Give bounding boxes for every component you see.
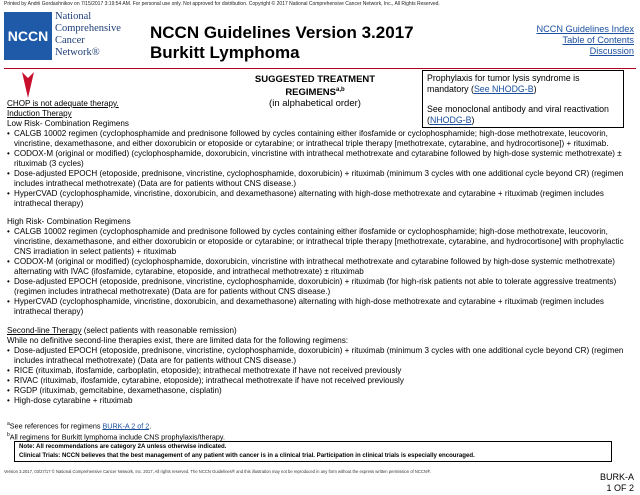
nav-links [536, 24, 634, 57]
list-item: • CODOX-M (original or modified) (cyclophosphamide, doxorubicin, vincristine with intrathecal methotrexate and cytarabine followed by high-dose systemic methotrexate) ± rituximab (3 cycles) [7, 149, 632, 169]
list-item: • HyperCVAD (cyclophosphamide, vincristine, doxorubicin, and dexamethasone) alternating with high-dose methotrexate and cytarabine + rituximab (regimen includes intrathecal therapy) [7, 189, 632, 209]
second-line-intro: While no definitive second-line therapies exist, there are limited data for the following regimens: [7, 335, 349, 345]
printed-notice: Printed by Andrii Gordashnikov on 7/15/2017 3:19:54 AM. For personal use only. Not approved for distribution. Copyright © 2017 National Comprehensive Cancer Network, Inc., All Rights Reserved. [4, 1, 440, 7]
title-disease: Burkitt Lymphoma [150, 43, 300, 62]
chop-warning: CHOP is not adequate therapy. [7, 99, 119, 108]
second-line-label: Second-line Therapy [7, 326, 82, 336]
logo-line: Network® [55, 47, 100, 58]
list-item: • Dose-adjusted EPOCH (etoposide, prednisone, vincristine, cyclophosphamide, doxorubicin) + rituximab (minimum 3 cycles with one additional cycle beyond CR) (regimen includes intrathecal methotrexate) (Data are for patients without CNS disease.) [7, 169, 632, 189]
title-version: NCCN Guidelines Version 3.2017 [150, 23, 414, 42]
guidelines-index-link[interactable]: NCCN Guidelines Index [536, 24, 634, 34]
regimens-content [7, 99, 632, 406]
page-identifier [600, 472, 634, 494]
clinical-trials-line: Clinical Trials: NCCN believes that the best management of any patient with cancer is in a clinical trial. Participation in clinical trials is especially encouraged. [19, 451, 475, 459]
list-item: • High-dose cytarabine + rituximab [7, 396, 632, 406]
second-line-heading: Second-line Therapy (select patients with reasonable remission) [7, 326, 237, 336]
page-code: BURK-A [599, 472, 634, 482]
heading-footnote-marker: a,b [336, 87, 345, 93]
prophylaxis-note: Prophylaxis for tumor lysis syndrome is mandatory (See NHODG-B) [427, 73, 580, 94]
logo-line: Comprehensive [55, 23, 121, 34]
footnotes [7, 420, 225, 442]
heading-subtitle: (in alphabetical order) [269, 98, 361, 110]
page-number: 1 OF 2 [606, 483, 634, 493]
note-line: Note: All recommendations are category 2A unless otherwise indicated. [19, 443, 227, 450]
list-item: • Dose-adjusted EPOCH (etoposide, prednisone, vincristine, cyclophosphamide, doxorubicin) + rituximab (for high-risk patients not able to tolerate aggressive treatments) (regimen includes intrathecal methotrexate) (Data are for patients without CNS disease.) [7, 277, 632, 297]
version-line: Version 3.2017, 03/27/17 © National Comprehensive Cancer Network, Inc. 2017, All rights reserved. The NCCN Guidelines® and this illustration may not be reproduced in any form without the express written permission of NCCN®. [4, 469, 432, 474]
note-box [14, 441, 612, 462]
nccn-logo: NCCN [4, 12, 52, 60]
list-item: • RGDP (rituximab, gemcitabine, dexamethasone, cisplatin) [7, 386, 632, 396]
footnote-b: $^b$All regimens for Burkitt lymphoma include CNS prophylaxis/therapy. [7, 431, 225, 442]
down-arrow-icon [20, 72, 36, 98]
logo-line: Cancer [55, 35, 85, 46]
list-item: • Dose-adjusted EPOCH (etoposide, prednisone, vincristine, cyclophosphamide, doxorubicin) + rituximab (minimum 3 cycles with one additional cycle beyond CR) (regimen includes intrathecal methotrexate) (Data are for patients without CNS disease.) [7, 346, 632, 366]
logo-wordmark [55, 11, 121, 59]
nhodg-b-link-2[interactable]: NHODG-B [429, 114, 472, 125]
reactivation-note: See monoclonal antibody and viral reactivation (NHODG-B) [427, 104, 609, 125]
list-item: • CALGB 10002 regimen (cyclophosphamide and prednisone followed by cycles containing either ifosfamide or cyclophosphamide; high-dose methotrexate, leucovorin, vincristine, dexamethasone, and either doxorubicin or etoposide or cytarabine; or intrathecal triple therapy [methotrexate, cytarabine, and hydrocortisone]) + rituximab. [7, 129, 632, 149]
induction-label: Induction Therapy [7, 108, 72, 118]
heading-main: SUGGESTED TREATMENT REGIMENS [254, 74, 376, 99]
list-item: • RICE (rituximab, ifosfamide, carboplatin, etoposide); intrathecal methotrexate if have not received previously [7, 366, 632, 376]
table-of-contents-link[interactable]: Table of Contents [562, 35, 634, 45]
list-item: • RIVAC (rituximab, ifosfamide, cytarabine, etoposide); intrathecal methotrexate if have not received previously [7, 376, 632, 386]
low-risk-label: Low Risk- Combination Regimens [7, 118, 129, 128]
footnote-a: $^a$See references for regimens BURK-A 2 of 2. [7, 421, 152, 431]
burk-a-2-link[interactable]: BURK-A 2 of 2 [102, 421, 150, 431]
list-item: • CALGB 10002 regimen (cyclophosphamide and prednisone followed by cycles containing either ifosfamide or cyclophosphamide; high-dose methotrexate, leucovorin, vincristine, dexamethasone, and either doxorubicin or etoposide or cytarabine; or intrathecal triple therapy [methotrexate, cytarabine, and hydrocortisone] with prophylactic CNS irradiation in select patients) + rituximab [7, 227, 632, 257]
page-title [150, 23, 414, 63]
high-risk-label: High Risk- Combination Regimens [7, 217, 131, 227]
discussion-link[interactable]: Discussion [589, 46, 634, 56]
nhodg-b-link[interactable]: See NHODG-B [473, 83, 534, 94]
header-divider [4, 68, 636, 69]
list-item: • HyperCVAD (cyclophosphamide, vincristine, doxorubicin, and dexamethasone) alternating with high-dose methotrexate and cytarabine + rituximab (regimen includes intrathecal therapy) [7, 297, 632, 317]
logo-line: National [55, 11, 92, 22]
list-item: • CODOX-M (original or modified) (cyclophosphamide, doxorubicin, vincristine with intrathecal methotrexate and cytarabine followed by high-dose systemic methotrexate) alternating with IVAC (ifosfamide, cytarabine, etoposide, and intrathecal methotrexate) ± rituximab [7, 257, 632, 277]
